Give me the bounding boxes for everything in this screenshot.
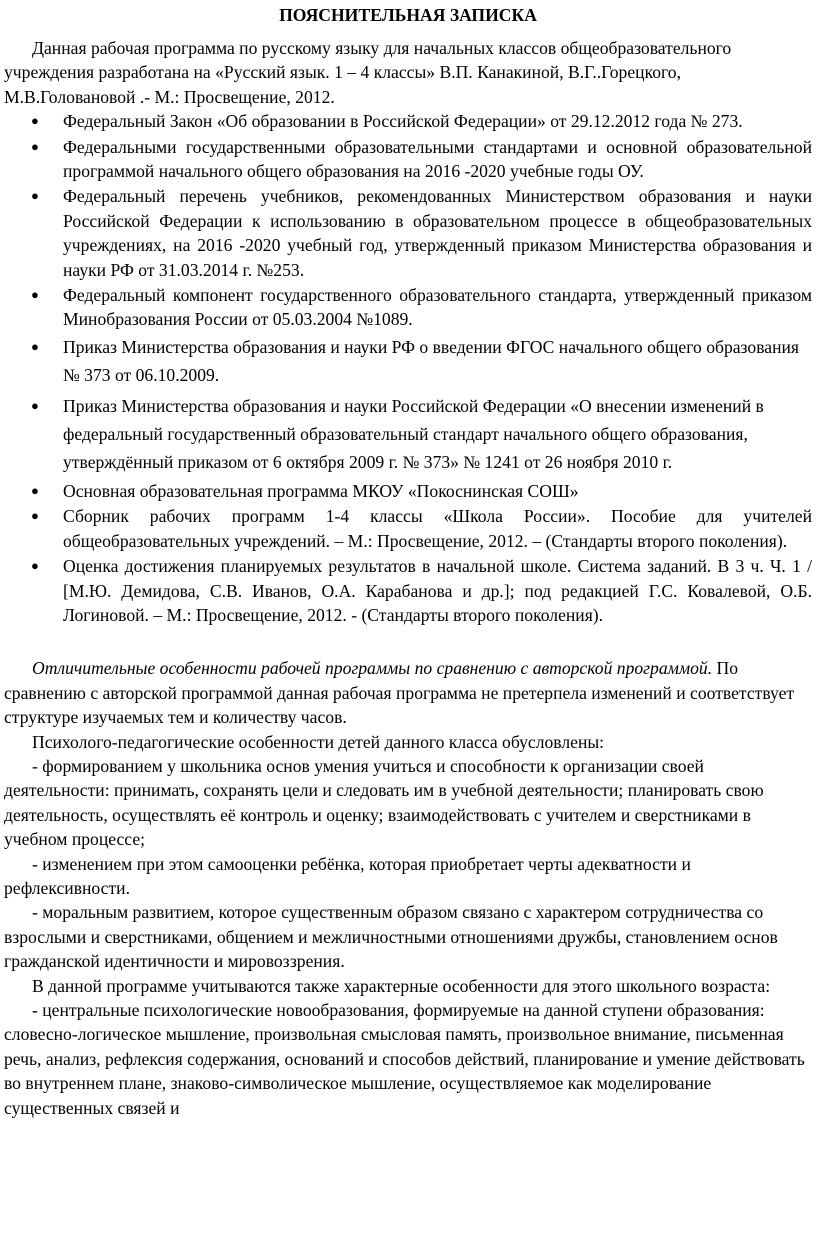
bullet-icon: ● xyxy=(31,482,39,498)
list-item: ● Приказ Министерства образования и науки РФ о введении ФГОС начального общего образования № 373 от 06.10.2009. xyxy=(4,333,812,389)
bullet-icon: ● xyxy=(31,397,39,413)
list-item: ● Основная образовательная программа МКОУ «Покоснинская СОШ» xyxy=(31,480,579,501)
regulations-list xyxy=(4,109,812,627)
age-intro: В данной программе учитываются также характерные особенности для этого школьного возраста: xyxy=(32,975,771,996)
list-item: ● Сборник рабочих программ 1-4 классы «Школа России». Пособие для учителей общеобразовательных учреждений. – М.: Просвещение, 2012. – (Стандарты второго поколения). xyxy=(31,506,812,551)
list-item: ● Федеральными государственными образовательными стандартами и основной образовательной программой начального общего образования на 2016 -2020 учебные годы ОУ. xyxy=(31,136,812,182)
bullet-icon: ● xyxy=(31,508,39,524)
bullet-icon: ● xyxy=(31,338,39,354)
bullet-icon: ● xyxy=(31,558,39,574)
features-text: По сравнению с авторской программой данная рабочая программа не претерпела изменений и соответствует структуре изучаемых тем и количеству часов. xyxy=(4,658,795,728)
age-item: - центральные психологические новообразования, формируемые на данной ступени образования: словесно-логическое мышление, произвольная смысловая память, произвольное внимание, письменная речь, анализ, рефлексия содержания, оснований и способов действий, планирование и умение действовать во внутреннем плане, знаково-символическое мышление, осуществляемое как моделирование существенных связей и xyxy=(4,1000,805,1118)
list-item: ● Федеральный компонент государственного образовательного стандарта, утвержденный приказом Минобразования России от 05.03.2004 №1089. xyxy=(31,285,812,330)
list-item: ● Приказ Министерства образования и науки Российской Федерации «О внесении изменений в федеральный государственный образовательный стандарт начального общего образования, утверждённый приказом от 6 октября 2009 г. № 373» № 1241 от 26 ноября 2010 г. xyxy=(4,392,812,476)
bullet-icon: ● xyxy=(31,287,39,303)
bullet-icon: ● xyxy=(31,188,39,204)
list-item: ● Федеральный Закон «Об образовании в Российской Федерации» от 29.12.2012 года № 273. xyxy=(31,111,743,132)
intro-paragraph: Данная рабочая программа по русскому языку для начальных классов общеобразовательного учреждения разработана на «Русский язык. 1 – 4 классы» В.П. Канакиной, В.Г..Горецкого, М.В.Головановой .- М.: Просвещение, 2012. xyxy=(4,38,732,107)
features-heading: Отличительные особенности рабочей программы по сравнению с авторской программой. xyxy=(32,658,713,679)
psych-item: - изменением при этом самооценки ребёнка, которая приобретает черты адекватности и рефлексивности. xyxy=(4,853,691,898)
bullet-icon: ● xyxy=(31,113,39,129)
spacer xyxy=(4,628,812,656)
psych-intro: Психолого-педагогические особенности детей данного класса обусловлены: xyxy=(32,731,605,752)
bullet-icon: ● xyxy=(31,138,39,154)
list-item: ● Оценка достижения планируемых результатов в начальной школе. Система заданий. В 3 ч. Ч. 1 / [М.Ю. Демидова, С.В. Иванов, О.А. Карабанова и др.]; под редакцией Г.С. Ковалевой, О.Б. Логиновой. – М.: Просвещение, 2012. - (Стандарты второго поколения). xyxy=(31,556,812,625)
list-item: ● Федеральный перечень учебников, рекомендованных Министерством образования и науки Российской Федерации к использованию в образовательном процессе в общеобразовательных учреждениях, на 2016 -2020 учебный год, утвержденный приказом Министерства образования и науки РФ от 31.03.2014 г. №253. xyxy=(31,186,812,280)
psych-item: - формированием у школьника основ умения учиться и способности к организации своей деятельности: принимать, сохранять цели и следовать им в учебной деятельности; планировать свою деятельность, осуществлять её контроль и оценку; взаимодействовать с учителем и сверстниками в учебном процессе; xyxy=(4,755,764,850)
features-paragraph xyxy=(4,656,812,729)
document-title: ПОЯСНИТЕЛЬНАЯ ЗАПИСКА xyxy=(279,5,537,25)
psych-item: - моральным развитием, которое существенным образом связано с характером сотрудничества со взрослыми и сверстниками, общением и межличностными отношениями дружбы, становлением основ гражданской идентичности и мировоззрения. xyxy=(4,902,778,972)
